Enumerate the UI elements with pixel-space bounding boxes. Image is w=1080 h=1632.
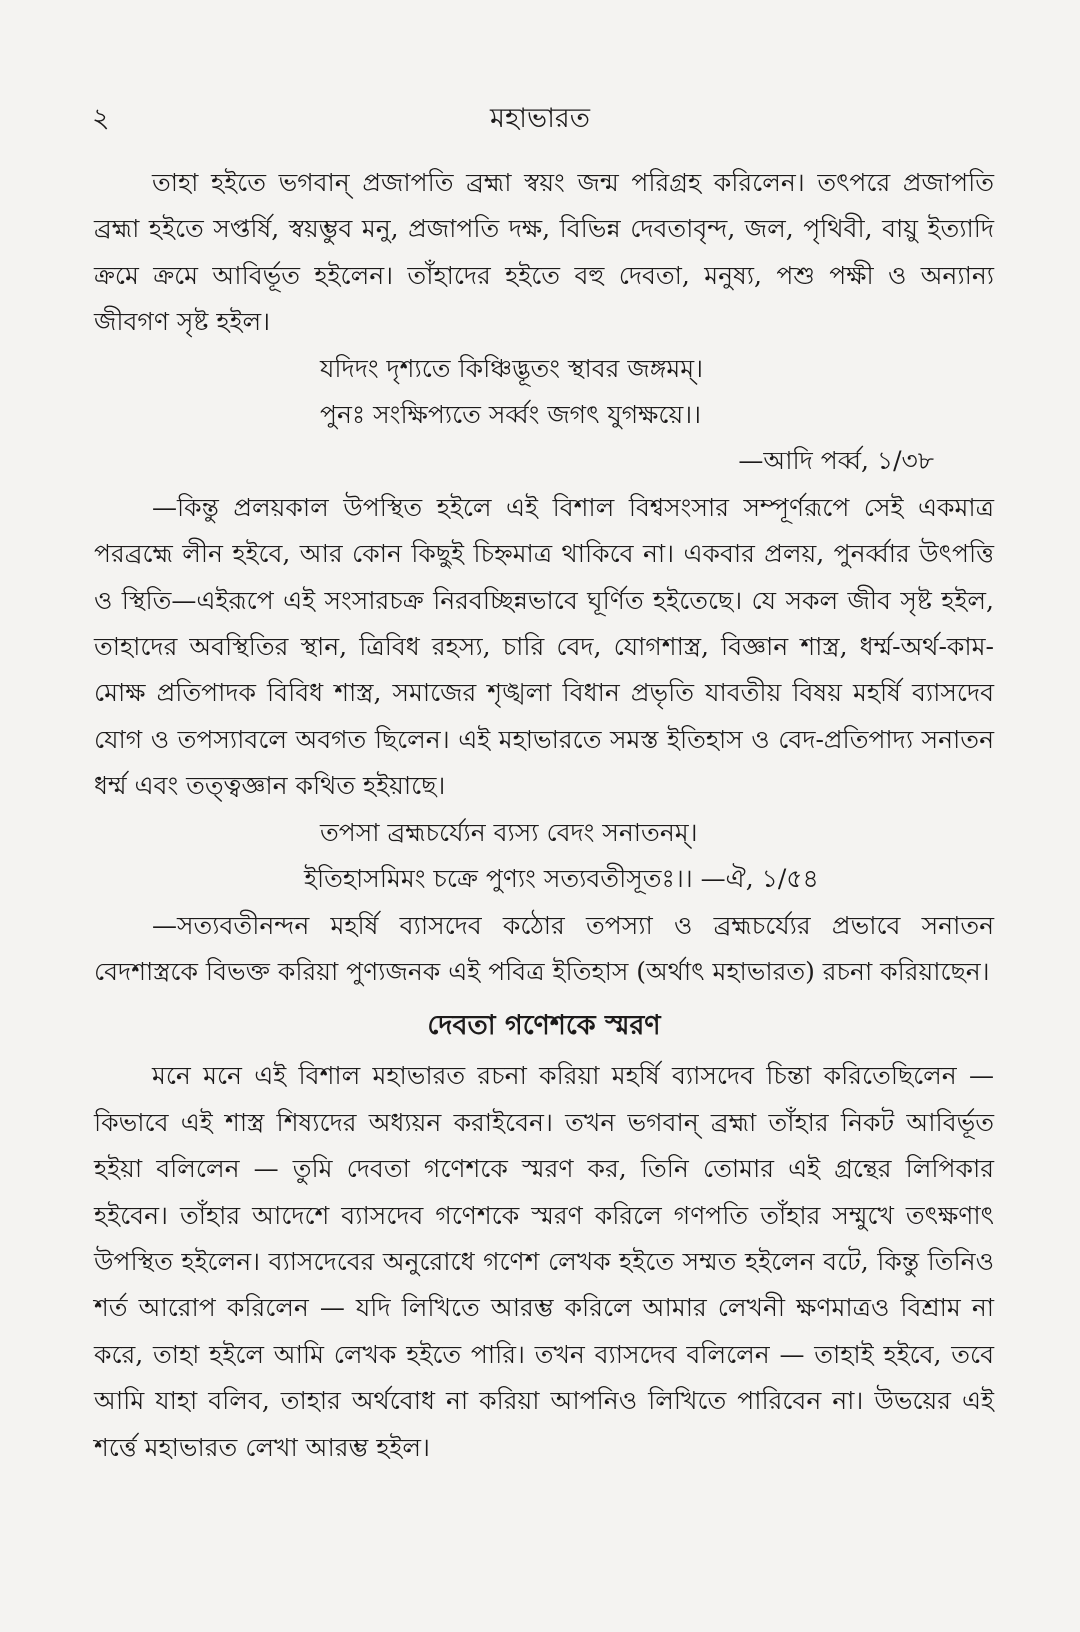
verse-line: যদিদং দৃশ্যতে কিঞ্চিদ্ভূতং স্থাবর জঙ্গমম্। [320, 353, 704, 383]
verse-adi-parva [94, 346, 994, 439]
verse-line: তপসা ব্রহ্মচর্য্যেন ব্যস্য বেদং সনাতনম্। [320, 817, 698, 847]
page-header [0, 98, 1080, 138]
section-heading: দেবতা গণেশকে স্মরণ [427, 1010, 661, 1042]
paragraph-satyavati: —সত্যবতীনন্দন মহর্ষি ব্যাসদেব কঠোর তপস্যা ও ব্রহ্মচর্য্যের প্রভাবে সনাতন বেদশাস্ত্রকে বিভক্ত করিয়া পুণ্যজনক এই পবিত্র ইতিহাস (অর্থাৎ মহাভারত) রচনা করিয়াছেন। [94, 910, 994, 986]
paragraph-pralaya: —কিন্তু প্রলয়কাল উপস্থিত হইলে এই বিশাল বিশ্বসংসার সম্পূর্ণরূপে সেই একমাত্র পরব্রহ্মে লীন হইবে, আর কোন কিছুই চিহ্নমাত্র থাকিবে না। একবার প্রলয়, পুনর্ব্বার উৎপত্তি ও স্থিতি—এইরূপে এই সংসারচক্র নিরবচ্ছিন্নভাবে ঘূর্ণিত হইতেছে। যে সকল জীব সৃষ্ট হইল, তাহাদের অবস্থিতির স্থান, ত্রিবিধ রহস্য, চারি বেদ, যোগশাস্ত্র, বিজ্ঞান শাস্ত্র, ধর্ম্ম-অর্থ-কাম-মোক্ষ প্রতিপাদক বিবিধ শাস্ত্র, সমাজের শৃঙ্খলা বিধান প্রভৃতি যাবতীয় বিষয় মহর্ষি ব্যাসদেব যোগ ও তপস্যাবলে অবগত ছিলেন। এই মহাভারতে সমস্ত ইতিহাস ও বেদ-প্রতিপাদ্য সনাতন ধর্ম্ম এবং তত্ত্বজ্ঞান কথিত হইয়াছে। [94, 492, 994, 801]
running-title: মহাভারত [489, 103, 591, 134]
verse-line-with-citation: ইতিহাসমিমং চক্রে পুণ্যং সত্যবতীসূতঃ।। —ঐ, ১/৫৪ [304, 864, 819, 894]
paragraph-creation: তাহা হইতে ভগবান্ প্রজাপতি ব্রহ্মা স্বয়ং জন্ম পরিগ্রহ করিলেন। তৎপরে প্রজাপতি ব্রহ্মা হইতে সপ্তর্ষি, স্বয়ম্ভুব মনু, প্রজাপতি দক্ষ, বিভিন্ন দেবতাবৃন্দ, জল, পৃথিবী, বায়ু ইত্যাদি ক্রমে ক্রমে আবির্ভূত হইলেন। তাঁহাদের হইতে বহু দেবতা, মনুষ্য, পশু পক্ষী ও অন্যান্য জীবগণ সৃষ্ট হইল। [94, 168, 994, 337]
page-number: ২ [92, 103, 110, 134]
verse-line: পুনঃ সংক্ষিপ্যতে সর্ব্বং জগৎ যুগক্ষয়ে।। [320, 400, 702, 430]
page-body [94, 160, 994, 1471]
verse-citation: —আদি পর্ব্ব, ১/৩৮ [738, 446, 934, 476]
paragraph-ganesha: মনে মনে এই বিশাল মহাভারত রচনা করিয়া মহর্ষি ব্যাসদেব চিন্তা করিতেছিলেন — কিভাবে এই শাস্ত্র শিষ্যদের অধ্যয়ন করাইবেন। তখন ভগবান্ ব্রহ্মা তাঁহার নিকট আবির্ভূত হইয়া বলিলেন — তুমি দেবতা গণেশকে স্মরণ কর, তিনি তোমার এই গ্রন্থের লিপিকার হইবেন। তাঁহার আদেশে ব্যাসদেব গণেশকে স্মরণ করিলে গণপতি তাঁহার সম্মুখে তৎক্ষণাৎ উপস্থিত হইলেন। ব্যাসদেবের অনুরোধে গণেশ লেখক হইতে সম্মত হইলেন বটে, কিন্তু তিনিও শর্ত আরোপ করিলেন — যদি লিখিতে আরম্ভ করিলে আমার লেখনী ক্ষণমাত্রও বিশ্রাম না করে, তাহা হইলে আমি লেখক হইতে পারি। তখন ব্যাসদেব বলিলেন — তাহাই হইবে, তবে আমি যাহা বলিব, তাহার অর্থবোধ না করিয়া আপনিও লিখিতে পারিবেন না। উভয়ের এই শর্ত্তে মহাভারত লেখা আরম্ভ হইল। [94, 1061, 994, 1462]
